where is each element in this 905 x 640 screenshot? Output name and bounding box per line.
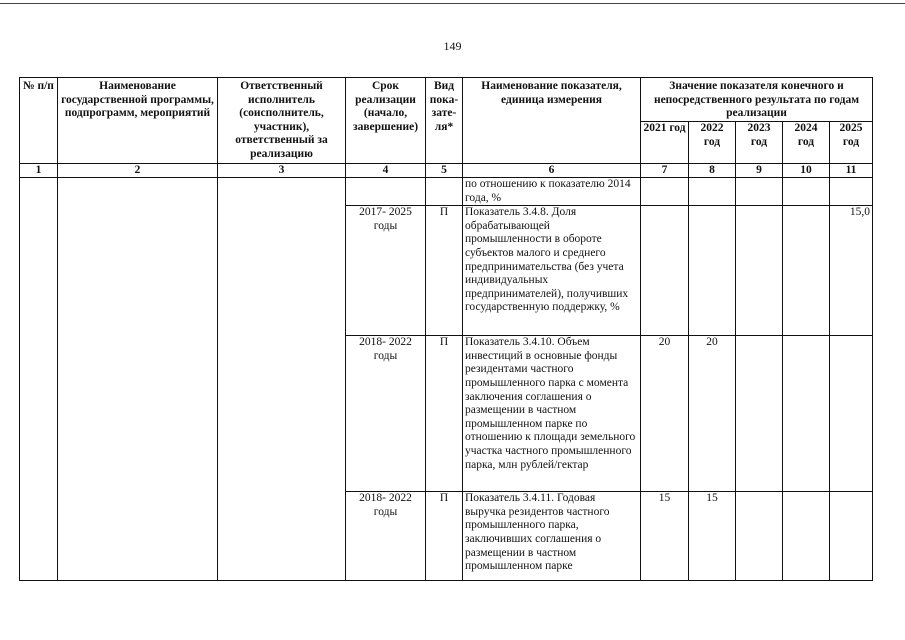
column-number: 11 <box>830 164 873 178</box>
indicators-table <box>19 77 873 581</box>
header-values-group: Значение показателя конечного и непосредственного результата по годам реализации <box>641 78 873 122</box>
cell-kind: П <box>426 206 463 336</box>
column-number: 2 <box>58 164 218 178</box>
cell-value-2023 <box>736 336 783 492</box>
header-executor: Ответственный исполнитель (соисполнитель, участник), ответственный за реализацию <box>218 78 346 164</box>
cell-indicator: Показатель 3.4.10. Объем инвестиций в основные фонды резидентами частного промышленного парка с момента заключения соглашения о размещении в частном промышленном парке по отношению к площади земельного участка частного промышленного парка, млн рублей/гектар <box>463 336 641 492</box>
cell-indicator: по отношению к показателю 2014 года, % <box>463 178 641 206</box>
column-number: 9 <box>736 164 783 178</box>
cell-value-2024 <box>783 206 830 336</box>
cell-executor-empty <box>218 178 346 581</box>
cell-term: 2018- 2022 годы <box>346 336 426 492</box>
header-name: Наименование государственной программы, подпрограмм, мероприятий <box>58 78 218 164</box>
header-year-2025: 2025 год <box>830 122 873 164</box>
cell-value-2025: 15,0 <box>830 206 873 336</box>
column-numbers-row <box>20 164 873 178</box>
cell-name-empty <box>58 178 218 581</box>
top-border-line <box>0 3 905 4</box>
cell-value-2021: 20 <box>641 336 689 492</box>
header-year-2023: 2023 год <box>736 122 783 164</box>
column-number: 4 <box>346 164 426 178</box>
cell-indicator: Показатель 3.4.11. Годовая выручка резидентов частного промышленного парка, заключивших соглашения о размещении в частном промышленном парке <box>463 492 641 581</box>
table-row <box>20 178 873 206</box>
cell-value-2023 <box>736 492 783 581</box>
cell-value-2025 <box>830 336 873 492</box>
cell-kind: П <box>426 336 463 492</box>
cell-num-empty <box>20 178 58 581</box>
cell-term: 2017- 2025 годы <box>346 206 426 336</box>
header-term: Срок реализации (начало, завершение) <box>346 78 426 164</box>
cell-value-2022 <box>689 206 736 336</box>
column-number: 8 <box>689 164 736 178</box>
page-number: 149 <box>443 39 462 53</box>
cell-value-2022: 15 <box>689 492 736 581</box>
column-number: 10 <box>783 164 830 178</box>
cell-kind <box>426 178 463 206</box>
cell-value-2021: 15 <box>641 492 689 581</box>
cell-value-2021 <box>641 206 689 336</box>
cell-value-2024 <box>783 336 830 492</box>
header-year-2021: 2021 год <box>641 122 689 164</box>
cell-value-2023 <box>736 206 783 336</box>
cell-value-2023 <box>736 178 783 206</box>
column-number: 3 <box>218 164 346 178</box>
header-num: № п/п <box>20 78 58 164</box>
cell-value-2025 <box>830 178 873 206</box>
cell-term: 2018- 2022 годы <box>346 492 426 581</box>
cell-value-2024 <box>783 178 830 206</box>
column-number: 5 <box>426 164 463 178</box>
cell-kind: П <box>426 492 463 581</box>
header-year-2022: 2022 год <box>689 122 736 164</box>
cell-value-2021 <box>641 178 689 206</box>
cell-indicator: Показатель 3.4.8. Доля обрабатывающей промышленности в обороте субъектов малого и среднего предпринимательства (без учета индивидуальных предпринимателей), получивших государственную поддержку, % <box>463 206 641 336</box>
cell-term <box>346 178 426 206</box>
cell-value-2025 <box>830 492 873 581</box>
column-number: 7 <box>641 164 689 178</box>
cell-value-2022 <box>689 178 736 206</box>
header-kind: Вид пока-зате-ля* <box>426 78 463 164</box>
column-number: 1 <box>20 164 58 178</box>
cell-value-2024 <box>783 492 830 581</box>
cell-value-2022: 20 <box>689 336 736 492</box>
header-indicator: Наименование показателя, единица измерения <box>463 78 641 164</box>
column-number: 6 <box>463 164 641 178</box>
header-year-2024: 2024 год <box>783 122 830 164</box>
